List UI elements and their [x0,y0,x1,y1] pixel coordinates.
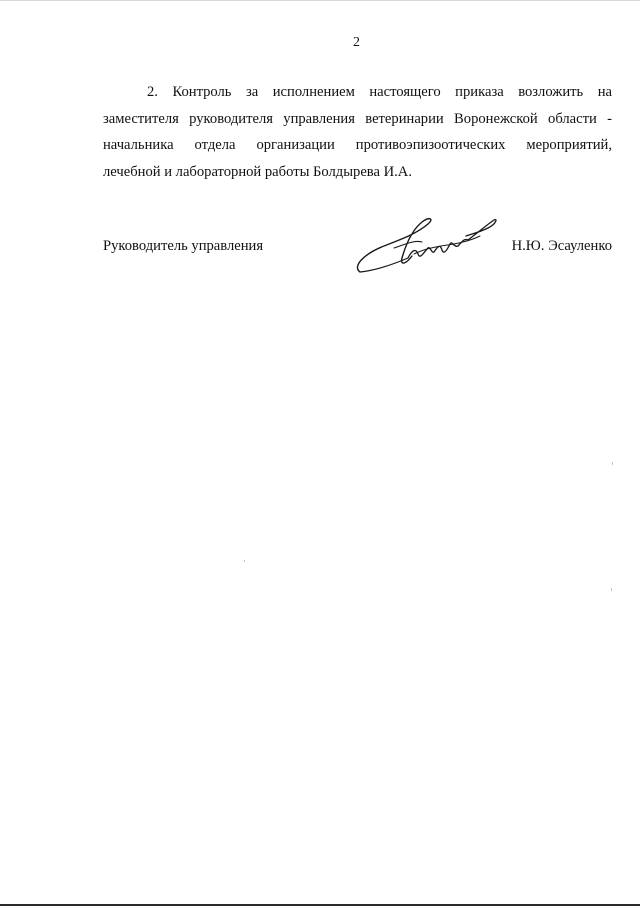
paragraph-line: заместителя руководителя управления ветеринарии Воронежской области - [103,110,612,127]
paragraph-line: начальника отдела организации противоэпизоотических мероприятий, [103,137,612,153]
scan-bottom-edge [0,904,640,906]
scan-artifact [611,588,612,591]
handwritten-signature [350,214,500,280]
order-paragraph [103,79,612,185]
signatory-name: Н.Ю. Эсауленко [511,238,612,254]
paragraph-line: 2. Контроль за исполнением настоящего приказа возложить на [147,84,612,100]
page-number-text: 2 [353,35,360,50]
scan-artifact [612,462,613,465]
scan-top-edge [0,0,640,1]
signature-block [103,230,612,290]
signatory-title: Руководитель управления [103,238,264,254]
scan-artifact [244,560,245,562]
paragraph-line: лечебной и лабораторной работы Болдырева И.А. [103,163,412,180]
